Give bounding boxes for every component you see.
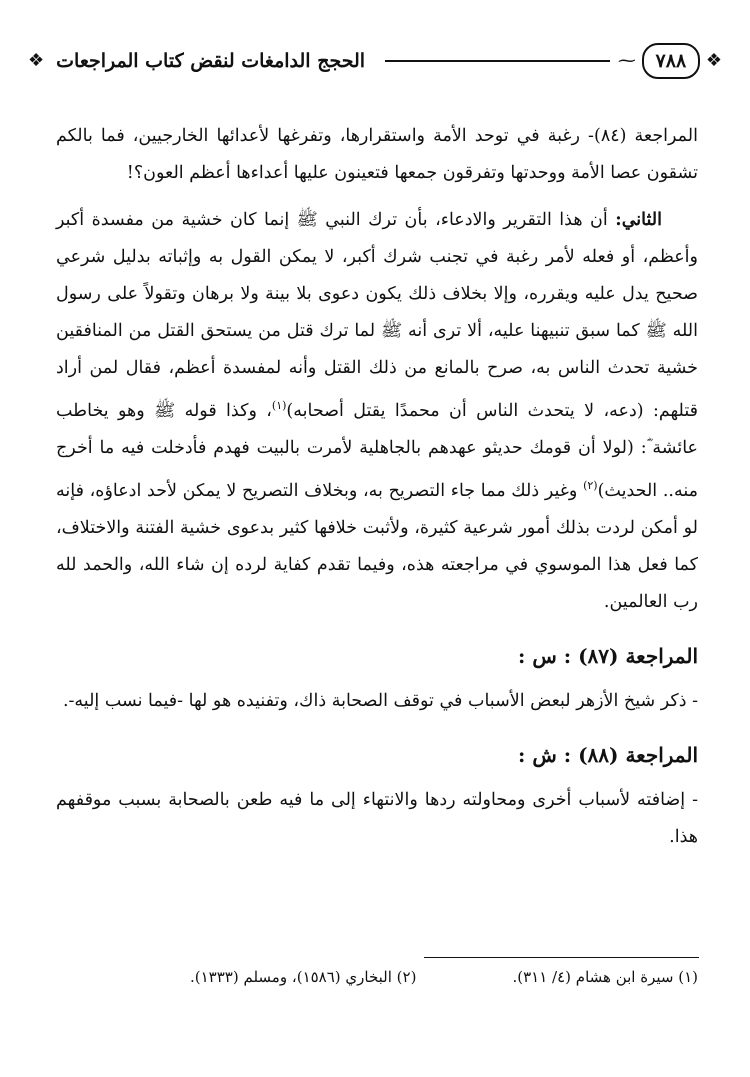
paragraph-text-cont: ، وكذا قوله ﷺ وهو يخاطب عائشة ؓ: (لولا أن قومك حديثو عهدهم بالجاهلية لأمرت بالبيت فهدم فأدخلت فيه ما أخرج منه.. الحديث) [56, 400, 698, 501]
footnote-ref-2: (٢) [583, 478, 598, 492]
footnote-ref-1: (١) [271, 399, 287, 412]
section-item-87: - ذكر شيخ الأزهر لبعض الأسباب في توقف الصحابة ذاك، وتفنيده هو لها -فيما نسب إليه-. [62, 690, 698, 711]
paragraph-1 [56, 118, 698, 192]
footnote-1: (١) سيرة ابن هشام (٤/ ٣١١). [512, 968, 698, 986]
paragraph-lead: الثاني: [615, 210, 662, 230]
page-header [28, 38, 722, 84]
section-heading-88: المراجعة (٨٨) : ش : [518, 742, 698, 767]
ornament-icon: ❖ [28, 50, 45, 71]
header-rule [385, 60, 610, 62]
section-item-88: - إضافته لأسباب أخرى ومحاولته ردها والانتهاء إلى ما فيه طعن بالصحابة بسبب موقفهم هذا. [56, 789, 698, 847]
flourish-icon: ⁓ [617, 50, 636, 71]
paragraph-text: أن هذا التقرير والادعاء، بأن ترك النبي ﷺ إنما كان خشية من مفسدة أكبر وأعظم، أو فعله لأمر رغبة في تجنب شرك أكبر، لا يمكن القول به وإثباته بدليل شرعي صحيح يدل عليه ويقرره، وإلا بخلاف ذلك يكون دعوى بلا بينة ولا برهان وتقولاً على رسول الله ﷺ كما سبق تنبيهنا عليه، ألا ترى أنه ﷺ لما ترك قتل من يستحق القتل من المنافقين خشية تحدث الناس به، صرح بالمانع من ذلك القتل وأنه لمفسدة أعظم، فقال لمن أراد قتلهم: (دعه، لا يتحدث الناس أن محمدًا يقتل أصحابه) [56, 210, 698, 421]
running-title: الحجج الدامغات لنقض كتاب المراجعات [56, 50, 366, 72]
footnote-2: (٢) البخاري (١٥٨٦)، ومسلم (١٣٣٣). [190, 968, 417, 986]
page-number: ٧٨٨ [642, 43, 700, 79]
paragraph-text-end: وغير ذلك مما جاء التصريح به، وبخلاف التصريح لا يمكن لأحد ادعاؤه، فإنه لو أمكن لردت بذلك أمور شرعية كثيرة، ولأثبت خلافها كثير بدعوى خشية الفتنة والاختلاف، كما فعل هذا الموسوي في مراجعته هذه، وفيما تقدم كفاية لرده إن شاء الله، والحمد لله رب العالمين. [56, 480, 698, 612]
footnote-divider [424, 957, 699, 958]
page-body [56, 118, 698, 856]
ornament-icon: ❖ [705, 50, 722, 71]
paragraph-2 [56, 202, 698, 621]
section-heading-87: المراجعة (٨٧) : س : [518, 643, 698, 668]
footnotes [56, 968, 698, 986]
paragraph-text: المراجعة (٨٤)- رغبة في توحد الأمة واستقرارها، وتفرغها لأعدائها الخارجيين، فما بالكم تشقون عصا الأمة ووحدتها وتفرقون جمعها فتعينون عليها أعداءها أعظم العون؟! [56, 126, 698, 183]
